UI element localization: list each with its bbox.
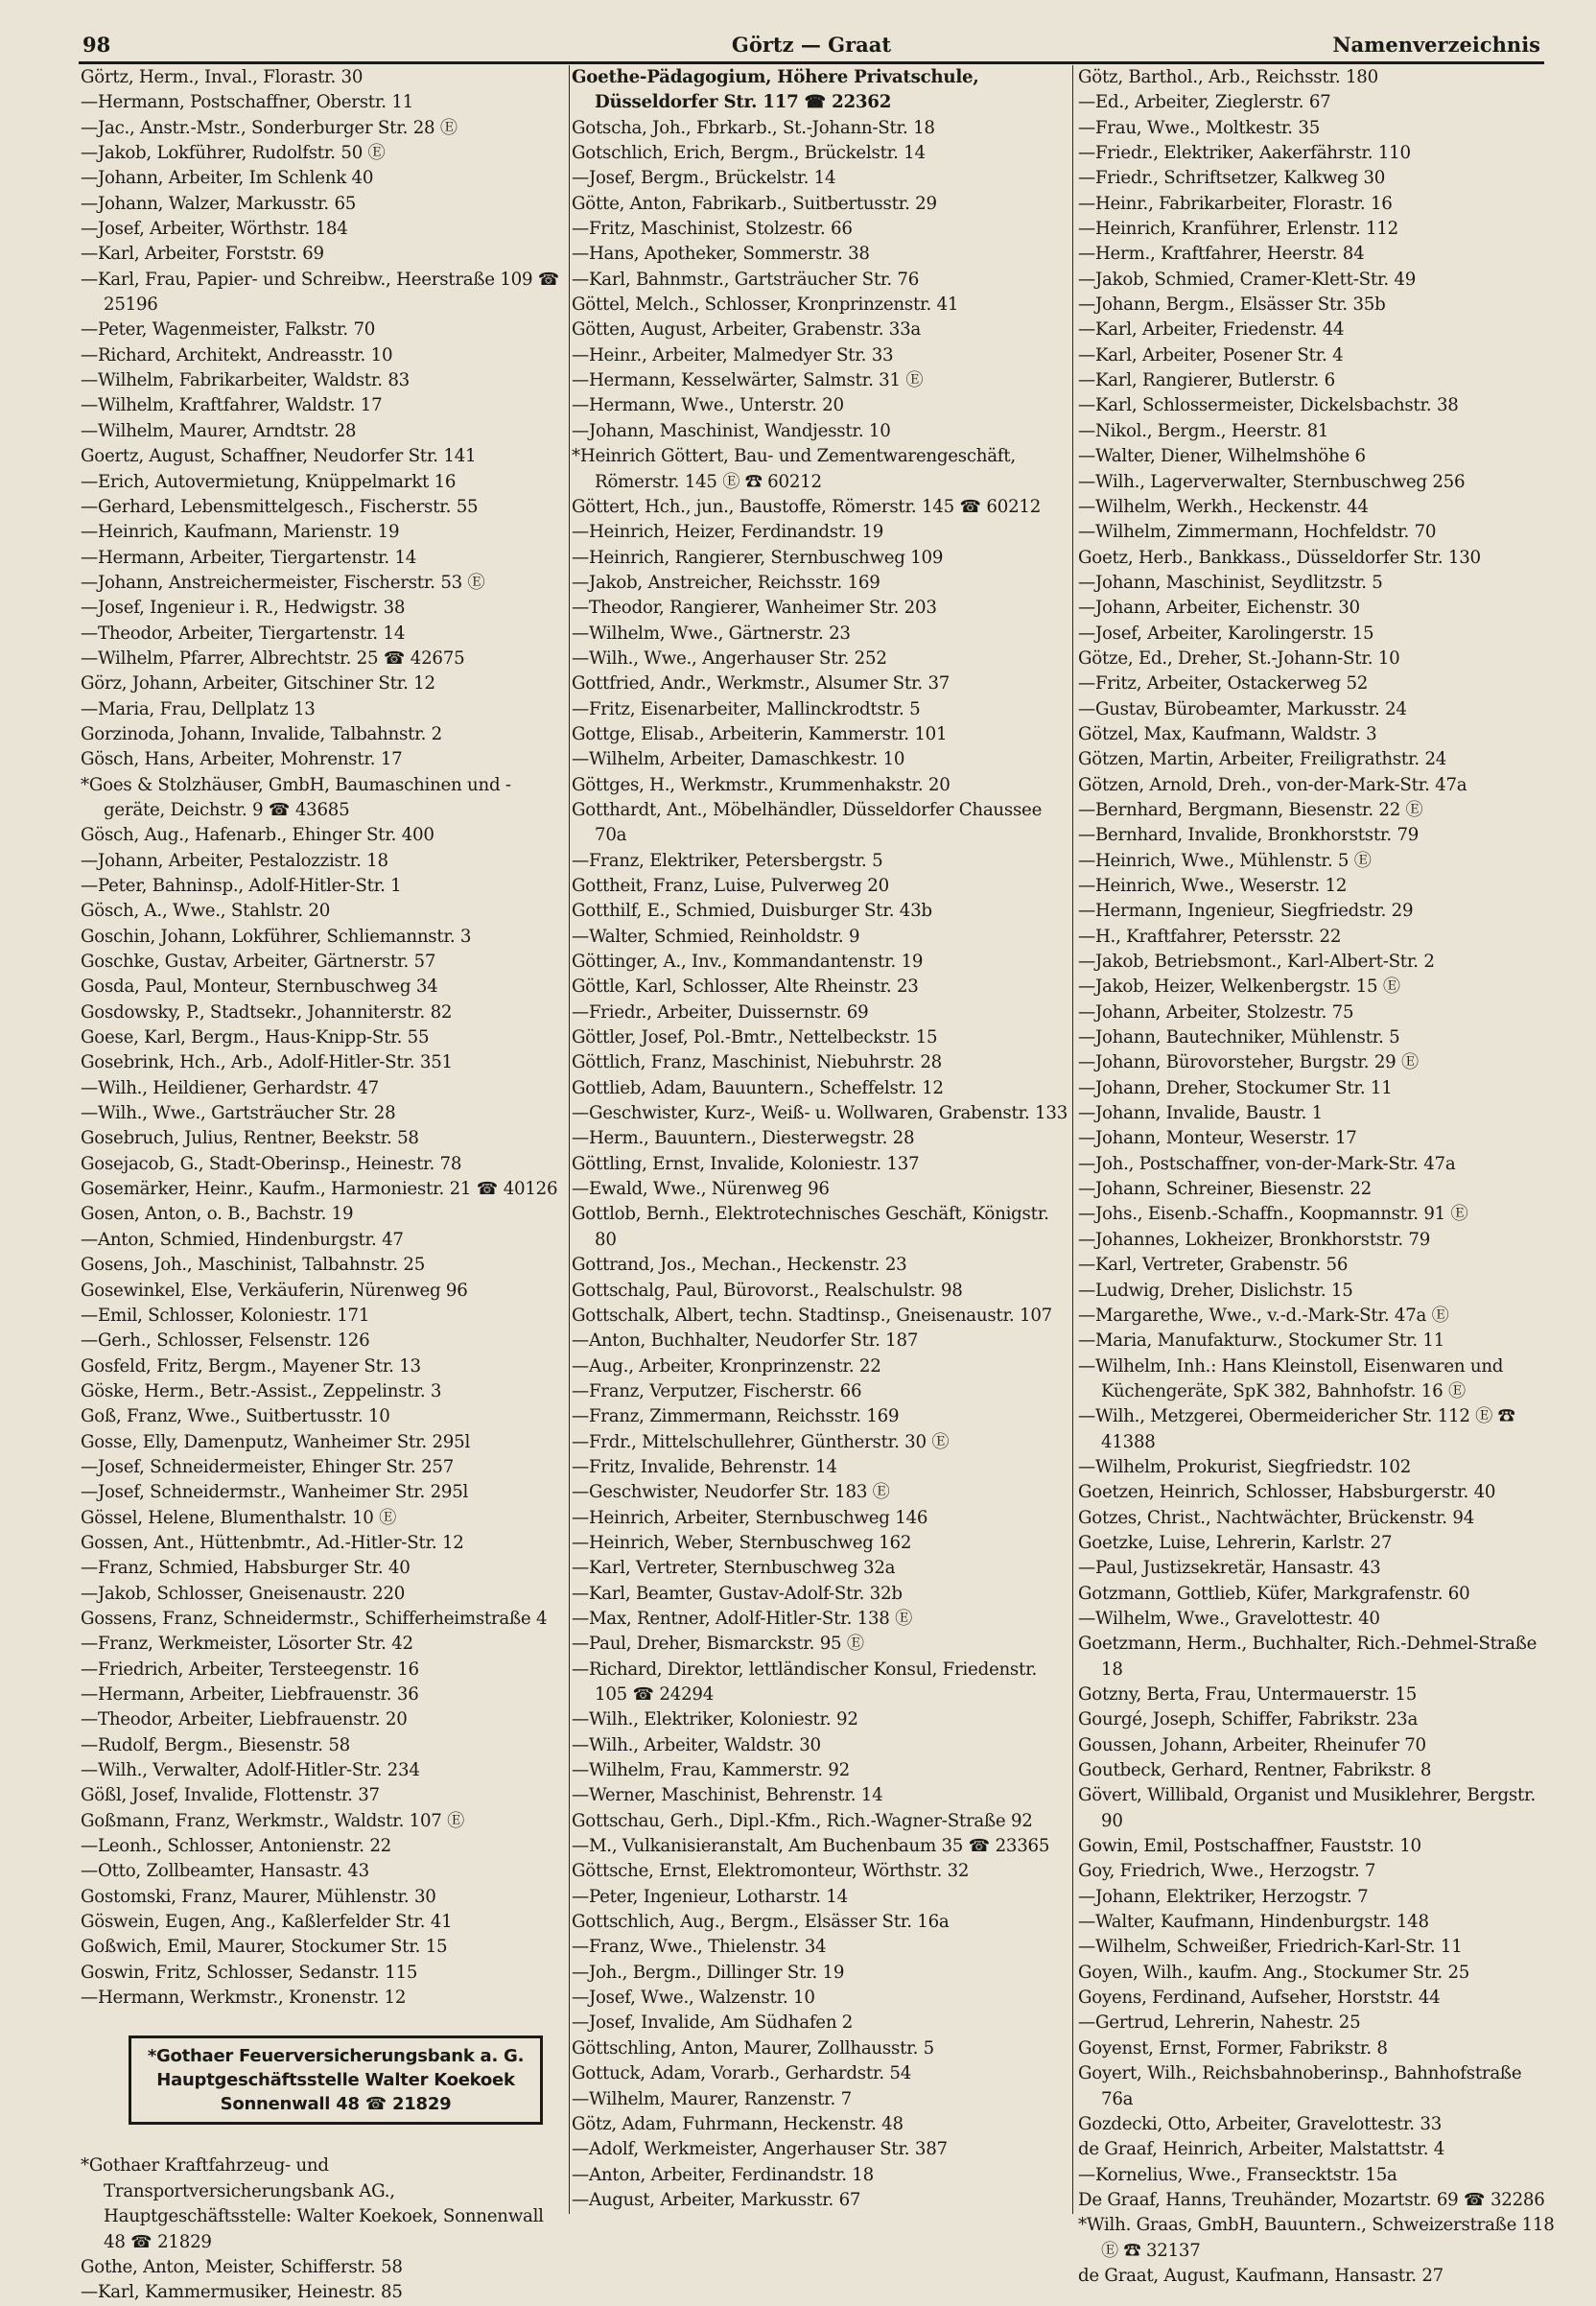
directory-column-2 bbox=[572, 65, 1068, 2213]
directory-entry: —Franz, Verputzer, Fischerstr. 66 bbox=[572, 1380, 862, 1401]
directory-entry: —Ewald, Wwe., Nürenweg 96 bbox=[572, 1179, 830, 1200]
directory-entry: Götzen, Martin, Arbeiter, Freiligrathstr. 24 bbox=[1078, 749, 1447, 770]
directory-entry: —Heinrich, Kranführer, Erlenstr. 112 bbox=[1078, 219, 1398, 240]
directory-entry: Gossen, Ant., Hüttenbmtr., Ad.-Hitler-Str. 12 bbox=[81, 1532, 464, 1553]
directory-entry: Götz, Adam, Fuhrmann, Heckenstr. 48 bbox=[572, 2113, 904, 2134]
directory-entry: —Johann, Bergm., Elsässer Str. 35b bbox=[1078, 294, 1386, 316]
directory-entry: Gowin, Emil, Postschaffner, Fauststr. 10 bbox=[1078, 1836, 1421, 1857]
directory-entry: —Fritz, Eisenarbeiter, Mallinckrodtstr. 5 bbox=[572, 698, 921, 719]
directory-entry: —H., Kraftfahrer, Petersstr. 22 bbox=[1078, 926, 1342, 947]
directory-entry: —Erich, Autovermietung, Knüppelmarkt 16 bbox=[81, 471, 457, 492]
directory-entry: —Walter, Schmied, Reinholdstr. 9 bbox=[572, 926, 860, 947]
directory-entry: Gösch, Aug., Hafenarb., Ehinger Str. 400 bbox=[81, 825, 434, 846]
directory-entry: —Hermann, Postschaffner, Oberstr. 11 bbox=[81, 92, 414, 113]
directory-entry: Gotthardt, Ant., Möbelhändler, Düsseldorfer Chaussee 70a bbox=[572, 799, 1043, 846]
directory-entry: —Karl, Vertreter, Sternbuschweg 32a bbox=[572, 1558, 896, 1579]
directory-entry: —Rudolf, Bergm., Biesenstr. 58 bbox=[81, 1734, 351, 1755]
directory-entry: Gosejacob, G., Stadt-Oberinsp., Heinestr. 78 bbox=[81, 1153, 462, 1174]
directory-entry: —Josef, Schneidermeister, Ehinger Str. 257 bbox=[81, 1456, 455, 1477]
directory-entry: —Johann, Arbeiter, Im Schlenk 40 bbox=[81, 168, 374, 189]
directory-entry: —Karl, Frau, Papier- und Schreibw., Heerstraße 109 ☎ 25196 bbox=[81, 269, 560, 316]
directory-entry: —Heinrich, Wwe., Mühlenstr. 5 Ⓔ bbox=[1078, 850, 1372, 871]
directory-entry: Göske, Herm., Betr.-Assist., Zeppelinstr. 3 bbox=[81, 1380, 442, 1401]
column-divider bbox=[569, 65, 570, 2214]
directory-entry: Goetzmann, Herm., Buchhalter, Rich.-Dehmel-Straße 18 bbox=[1078, 1634, 1537, 1680]
directory-entry: Göttling, Ernst, Invalide, Koloniestr. 137 bbox=[572, 1153, 920, 1174]
directory-entry: —Jakob, Heizer, Welkenbergstr. 15 Ⓔ bbox=[1078, 977, 1400, 998]
directory-entry: Goswin, Fritz, Schlosser, Sedanstr. 115 bbox=[81, 1962, 418, 1983]
directory-entry: —Paul, Justizsekretär, Hansastr. 43 bbox=[1078, 1558, 1381, 1579]
directory-entry: —Wilh., Wwe., Gartsträucher Str. 28 bbox=[81, 1103, 396, 1124]
directory-entry: Gosfeld, Fritz, Bergm., Mayener Str. 13 bbox=[81, 1355, 421, 1377]
directory-entry: —Friedrich, Arbeiter, Tersteegenstr. 16 bbox=[81, 1659, 419, 1680]
directory-entry: —Anton, Arbeiter, Ferdinandstr. 18 bbox=[572, 2164, 874, 2185]
directory-entry: Götten, August, Arbeiter, Grabenstr. 33a bbox=[572, 319, 921, 341]
directory-entry: —Anton, Schmied, Hindenburgstr. 47 bbox=[81, 1229, 404, 1250]
directory-entry: —Otto, Zollbeamter, Hansastr. 43 bbox=[81, 1861, 369, 1882]
directory-entry: Gottschalk, Albert, techn. Stadtinsp., Gneisenaustr. 107 bbox=[572, 1305, 1052, 1326]
directory-entry: —Gerhard, Lebensmittelgesch., Fischerstr. 55 bbox=[81, 496, 479, 517]
advertisement-line: Sonnenwall 48 ☎ 21829 bbox=[220, 2094, 452, 2115]
directory-entry: —Johann, Maschinist, Wandjesstr. 10 bbox=[572, 420, 891, 441]
directory-entry: Goertz, August, Schaffner, Neudorfer Str. 141 bbox=[81, 446, 477, 467]
directory-entry: —Friedr., Elektriker, Aakerfährstr. 110 bbox=[1078, 143, 1411, 164]
directory-entry: —Jakob, Anstreicher, Reichsstr. 169 bbox=[572, 572, 880, 593]
directory-entry: Görtz, Herm., Inval., Florastr. 30 bbox=[81, 67, 364, 87]
directory-entry: —Hermann, Arbeiter, Liebfrauenstr. 36 bbox=[81, 1684, 419, 1705]
directory-entry: Goetzen, Heinrich, Schlosser, Habsburgerstr. 40 bbox=[1078, 1482, 1496, 1503]
directory-entry: Gosebruch, Julius, Rentner, Beekstr. 58 bbox=[81, 1128, 419, 1149]
directory-entry: —Friedr., Arbeiter, Duissernstr. 69 bbox=[572, 1001, 869, 1023]
directory-entry: Gorzinoda, Johann, Invalide, Talbahnstr. 2 bbox=[81, 723, 442, 744]
directory-entry: Görz, Johann, Arbeiter, Gitschiner Str. 12 bbox=[81, 673, 435, 694]
directory-entry: —Hermann, Wwe., Unterstr. 20 bbox=[572, 395, 844, 416]
directory-entry: Gosemärker, Heinr., Kaufm., Harmoniestr. 21 ☎ 40126 bbox=[81, 1179, 558, 1200]
directory-entry: *Gothaer Kraftfahrzeug- und Transportversicherungsbank AG., Hauptgeschäftsstelle: Walter Koekoek, Sonnenwall 48 ☎ 21829 bbox=[81, 2155, 544, 2252]
directory-entry: —Richard, Direktor, lettländischer Konsul, Friedenstr. 105 ☎ 24294 bbox=[572, 1659, 1038, 1705]
directory-entry: Goyert, Wilh., Reichsbahnoberinsp., Bahnhofstraße 76a bbox=[1078, 2063, 1522, 2109]
directory-entry: —Johann, Anstreichermeister, Fischerstr. 53 Ⓔ bbox=[81, 572, 485, 593]
directory-entry: —Joh., Bergm., Dillinger Str. 19 bbox=[572, 1962, 845, 1983]
directory-entry: —Jakob, Betriebsmont., Karl-Albert-Str. 2 bbox=[1078, 952, 1435, 973]
directory-entry: Goschke, Gustav, Arbeiter, Gärtnerstr. 57 bbox=[81, 952, 436, 973]
directory-entry: —Hermann, Ingenieur, Siegfriedstr. 29 bbox=[1078, 901, 1414, 922]
directory-entry: —Josef, Arbeiter, Karolingerstr. 15 bbox=[1078, 623, 1374, 644]
directory-entry: Gövert, Willibald, Organist und Musiklehrer, Bergstr. 90 bbox=[1078, 1785, 1536, 1831]
directory-entry: Gößl, Josef, Invalide, Flottenstr. 37 bbox=[81, 1785, 380, 1806]
directory-entry: —Johann, Walzer, Markusstr. 65 bbox=[81, 193, 357, 214]
directory-column-1 bbox=[81, 65, 566, 2306]
directory-entry: —Johann, Bautechniker, Mühlenstr. 5 bbox=[1078, 1027, 1400, 1048]
directory-entry: Gothe, Anton, Meister, Schifferstr. 58 bbox=[81, 2256, 403, 2277]
directory-entry: —Heinr., Arbeiter, Malmedyer Str. 33 bbox=[572, 344, 894, 365]
directory-entry: —Wilh., Metzgerei, Obermeidericher Str. 112 Ⓔ ☎ 41388 bbox=[1078, 1406, 1515, 1452]
directory-entry: —Fritz, Arbeiter, Ostackerweg 52 bbox=[1078, 673, 1369, 694]
directory-entry: Gösch, Hans, Arbeiter, Mohrenstr. 17 bbox=[81, 749, 403, 770]
directory-entry: Goyens, Ferdinand, Aufseher, Horststr. 44 bbox=[1078, 1988, 1441, 2009]
directory-entry: —Wilh., Wwe., Angerhauser Str. 252 bbox=[572, 647, 887, 669]
directory-entry: Gotscha, Joh., Fbrkarb., St.-Johann-Str. 18 bbox=[572, 117, 935, 138]
directory-entry: —Wilh., Elektriker, Koloniestr. 92 bbox=[572, 1709, 858, 1730]
directory-entry: Gossens, Franz, Schneidermstr., Schifferheimstraße 4 bbox=[81, 1608, 548, 1629]
directory-entry: —Wilhelm, Wwe., Gravelottestr. 40 bbox=[1078, 1608, 1380, 1629]
directory-entry: Gotzes, Christ., Nachtwächter, Brückenstr. 94 bbox=[1078, 1507, 1475, 1528]
directory-entry: Göttschling, Anton, Maurer, Zollhausstr. 5 bbox=[572, 2037, 934, 2059]
directory-entry: Gotschlich, Erich, Bergm., Brückelstr. 14 bbox=[572, 143, 926, 164]
directory-entry: Goese, Karl, Bergm., Haus-Knipp-Str. 55 bbox=[81, 1027, 430, 1048]
directory-entry: Goethe-Pädagogium, Höhere Privatschule, Düsseldorfer Str. 117 ☎ 22362 bbox=[572, 67, 979, 113]
directory-entry: —Wilhelm, Maurer, Arndtstr. 28 bbox=[81, 420, 357, 441]
directory-entry: Göttle, Karl, Schlosser, Alte Rheinstr. 23 bbox=[572, 977, 919, 998]
directory-entry: Goß, Franz, Wwe., Suitbertusstr. 10 bbox=[81, 1406, 390, 1427]
directory-entry: Gössel, Helene, Blumenthalstr. 10 Ⓔ bbox=[81, 1507, 397, 1528]
directory-entry: —Fritz, Invalide, Behrenstr. 14 bbox=[572, 1456, 837, 1477]
directory-entry: —Maria, Manufakturw., Stockumer Str. 11 bbox=[1078, 1330, 1445, 1352]
directory-entry: —Karl, Bahnmstr., Gartsträucher Str. 76 bbox=[572, 269, 920, 290]
directory-entry: Gotthilf, E., Schmied, Duisburger Str. 43b bbox=[572, 901, 932, 922]
directory-entry: —Franz, Werkmeister, Lösorter Str. 42 bbox=[81, 1634, 413, 1655]
directory-entry: —Heinrich, Rangierer, Sternbuschweg 109 bbox=[572, 547, 944, 568]
advertisement-box bbox=[129, 2035, 543, 2125]
directory-entry: —Wilhelm, Kraftfahrer, Waldstr. 17 bbox=[81, 395, 383, 416]
directory-entry: —Franz, Schmied, Habsburger Str. 40 bbox=[81, 1558, 411, 1579]
directory-entry: Göswein, Eugen, Ang., Kaßlerfelder Str. 41 bbox=[81, 1912, 453, 1933]
page-range: Görtz — Graat bbox=[731, 33, 892, 57]
directory-entry: —Josef, Bergm., Brückelstr. 14 bbox=[572, 168, 836, 189]
directory-entry: Gotzmann, Gottlieb, Küfer, Markgrafenstr. 60 bbox=[1078, 1583, 1470, 1604]
directory-entry: Gosdowsky, P., Stadtsekr., Johanniterstr. 82 bbox=[81, 1001, 453, 1023]
directory-entry: —Max, Rentner, Adolf-Hitler-Str. 138 Ⓔ bbox=[572, 1608, 913, 1629]
directory-entry: Gosse, Elly, Damenputz, Wanheimer Str. 295l bbox=[81, 1431, 471, 1452]
directory-entry: —Gustav, Bürobeamter, Markusstr. 24 bbox=[1078, 698, 1407, 719]
directory-entry: —Theodor, Rangierer, Wanheimer Str. 203 bbox=[572, 598, 937, 619]
directory-entry: —M., Vulkanisieranstalt, Am Buchenbaum 35 ☎ 23365 bbox=[572, 1836, 1050, 1857]
directory-entry: —Johann, Schreiner, Biesenstr. 22 bbox=[1078, 1179, 1372, 1200]
directory-entry: —Werner, Maschinist, Behrenstr. 14 bbox=[572, 1785, 883, 1806]
directory-entry: Gosens, Joh., Maschinist, Talbahnstr. 25 bbox=[81, 1255, 426, 1276]
directory-entry: —Wilh., Heildiener, Gerhardstr. 47 bbox=[81, 1077, 379, 1098]
directory-entry: —Heinrich, Weber, Sternbuschweg 162 bbox=[572, 1532, 912, 1553]
directory-entry: De Graaf, Hanns, Treuhänder, Mozartstr. 69 ☎ 32286 bbox=[1078, 2189, 1545, 2210]
directory-entry: —Herm., Bauuntern., Diesterwegstr. 28 bbox=[572, 1128, 915, 1149]
directory-entry: —Johann, Arbeiter, Stolzestr. 75 bbox=[1078, 1001, 1354, 1023]
directory-entry: —Josef, Ingenieur i. R., Hedwigstr. 38 bbox=[81, 598, 406, 619]
directory-entry: —Ludwig, Dreher, Dislichstr. 15 bbox=[1078, 1280, 1353, 1301]
directory-entry: —Karl, Arbeiter, Posener Str. 4 bbox=[1078, 344, 1344, 365]
directory-entry: —Peter, Ingenieur, Lotharstr. 14 bbox=[572, 1886, 848, 1907]
directory-entry: —Frdr., Mittelschullehrer, Güntherstr. 30 Ⓔ bbox=[572, 1431, 950, 1452]
directory-entry: —Wilhelm, Werkh., Heckenstr. 44 bbox=[1078, 496, 1369, 517]
directory-entry: —Karl, Kammermusiker, Heinestr. 85 bbox=[81, 2282, 403, 2303]
directory-entry: Gottrand, Jos., Mechan., Heckenstr. 23 bbox=[572, 1255, 907, 1276]
directory-entry: Gottlob, Bernh., Elektrotechnisches Geschäft, Königstr. 80 bbox=[572, 1204, 1049, 1250]
directory-entry: Goetz, Herb., Bankkass., Düsseldorfer Str. 130 bbox=[1078, 547, 1481, 568]
directory-entry: —Heinrich, Heizer, Ferdinandstr. 19 bbox=[572, 522, 884, 543]
directory-entry: —Aug., Arbeiter, Kronprinzenstr. 22 bbox=[572, 1355, 881, 1377]
directory-entry: —Theodor, Arbeiter, Liebfrauenstr. 20 bbox=[81, 1709, 408, 1730]
directory-entry: —Wilhelm, Inh.: Hans Kleinstoll, Eisenwaren und Küchengeräte, SpK 382, Bahnhofstr. 16 Ⓔ bbox=[1078, 1355, 1504, 1401]
directory-entry: —Hermann, Kesselwärter, Salmstr. 31 Ⓔ bbox=[572, 370, 924, 391]
directory-entry: —Johann, Bürovorsteher, Burgstr. 29 Ⓔ bbox=[1078, 1052, 1419, 1073]
directory-entry: —Herm., Kraftfahrer, Heerstr. 84 bbox=[1078, 244, 1365, 265]
directory-entry: —Josef, Invalide, Am Südhafen 2 bbox=[572, 2012, 854, 2034]
directory-entry: Goutbeck, Gerhard, Rentner, Fabrikstr. 8 bbox=[1078, 1760, 1432, 1781]
directory-entry: Gosen, Anton, o. B., Bachstr. 19 bbox=[81, 1204, 354, 1225]
section-title: Namenverzeichnis bbox=[1332, 33, 1540, 57]
directory-entry: —Leonh., Schlosser, Antonienstr. 22 bbox=[81, 1836, 391, 1857]
directory-entry: —Johannes, Lokheizer, Bronkhorststr. 79 bbox=[1078, 1229, 1431, 1250]
directory-entry: —Karl, Rangierer, Butlerstr. 6 bbox=[1078, 370, 1335, 391]
directory-entry: Göttel, Melch., Schlosser, Kronprinzenstr. 41 bbox=[572, 294, 959, 316]
directory-entry: Gottschau, Gerh., Dipl.-Kfm., Rich.-Wagner-Straße 92 bbox=[572, 1810, 1033, 1831]
directory-entry: Götzen, Arnold, Dreh., von-der-Mark-Str. 47a bbox=[1078, 774, 1467, 795]
directory-entry: —Friedr., Schriftsetzer, Kalkweg 30 bbox=[1078, 168, 1386, 189]
directory-entry: Gottfried, Andr., Werkmstr., Alsumer Str. 37 bbox=[572, 673, 951, 694]
directory-entry: de Graaf, Heinrich, Arbeiter, Malstattstr. 4 bbox=[1078, 2139, 1445, 2160]
directory-entry: —Peter, Wagenmeister, Falkstr. 70 bbox=[81, 319, 376, 341]
directory-entry: —Bernhard, Bergmann, Biesenstr. 22 Ⓔ bbox=[1078, 799, 1423, 820]
directory-entry: Gourgé, Joseph, Schiffer, Fabrikstr. 23a bbox=[1078, 1709, 1419, 1730]
directory-entry: —Franz, Zimmermann, Reichsstr. 169 bbox=[572, 1406, 900, 1427]
directory-entry: Gotzny, Berta, Frau, Untermauerstr. 15 bbox=[1078, 1684, 1418, 1705]
directory-entry: Goetzke, Luise, Lehrerin, Karlstr. 27 bbox=[1078, 1532, 1393, 1553]
directory-entry: —Peter, Bahninsp., Adolf-Hitler-Str. 1 bbox=[81, 876, 402, 896]
directory-entry: —Anton, Buchhalter, Neudorfer Str. 187 bbox=[572, 1330, 919, 1352]
directory-entry: —Bernhard, Invalide, Bronkhorststr. 79 bbox=[1078, 825, 1420, 846]
directory-entry: —Theodor, Arbeiter, Tiergartenstr. 14 bbox=[81, 623, 406, 644]
directory-entry: Göttert, Hch., jun., Baustoffe, Römerstr. 145 ☎ 60212 bbox=[572, 496, 1042, 517]
directory-entry: Gottge, Elisab., Arbeiterin, Kammerstr. 101 bbox=[572, 723, 948, 744]
directory-entry: —Heinr., Fabrikarbeiter, Florastr. 16 bbox=[1078, 193, 1393, 214]
directory-entry: Goschin, Johann, Lokführer, Schliemannstr. 3 bbox=[81, 926, 472, 947]
directory-entry: —Josef, Arbeiter, Wörthstr. 184 bbox=[81, 219, 348, 240]
directory-entry: —Karl, Arbeiter, Friedenstr. 44 bbox=[1078, 319, 1345, 341]
directory-entry: —August, Arbeiter, Markusstr. 67 bbox=[572, 2189, 861, 2210]
directory-entry: Goussen, Johann, Arbeiter, Rheinufer 70 bbox=[1078, 1734, 1426, 1755]
advertisement-line: Hauptgeschäftsstelle Walter Koekoek bbox=[156, 2070, 515, 2091]
directory-entry: Göttges, H., Werkmstr., Krummenhakstr. 20 bbox=[572, 774, 951, 795]
directory-entry: —Walter, Diener, Wilhelmshöhe 6 bbox=[1078, 446, 1366, 467]
directory-entry: —Karl, Vertreter, Grabenstr. 56 bbox=[1078, 1255, 1349, 1276]
directory-entry: Göttsche, Ernst, Elektromonteur, Wörthstr. 32 bbox=[572, 1861, 970, 1882]
directory-entry: Gottschlich, Aug., Bergm., Elsässer Str. 16a bbox=[572, 1912, 950, 1933]
directory-entry: Gosebrink, Hch., Arb., Adolf-Hitler-Str. 351 bbox=[81, 1052, 453, 1073]
directory-entry: —Johann, Dreher, Stockumer Str. 11 bbox=[1078, 1077, 1393, 1098]
directory-entry: —Heinrich, Kaufmann, Marienstr. 19 bbox=[81, 522, 400, 543]
directory-entry: Gosewinkel, Else, Verkäuferin, Nürenweg 96 bbox=[81, 1280, 468, 1301]
directory-entry: —Paul, Dreher, Bismarckstr. 95 Ⓔ bbox=[572, 1634, 864, 1655]
directory-entry: —Johann, Maschinist, Seydlitzstr. 5 bbox=[1078, 572, 1383, 593]
directory-entry: —Heinrich, Wwe., Weserstr. 12 bbox=[1078, 876, 1348, 896]
directory-entry: Gösch, A., Wwe., Stahlstr. 20 bbox=[81, 901, 331, 922]
directory-entry: —Gertrud, Lehrerin, Nahestr. 25 bbox=[1078, 2012, 1361, 2034]
directory-entry: —Karl, Beamter, Gustav-Adolf-Str. 32b bbox=[572, 1583, 903, 1604]
directory-entry: Goyen, Wilh., kaufm. Ang., Stockumer Str. 25 bbox=[1078, 1962, 1470, 1983]
page-header bbox=[79, 29, 1544, 64]
directory-entry: Gosda, Paul, Monteur, Sternbuschweg 34 bbox=[81, 977, 438, 998]
directory-entry: —Wilhelm, Arbeiter, Damaschkestr. 10 bbox=[572, 749, 905, 770]
directory-entry: —Geschwister, Kurz-, Weiß- u. Wollwaren, Grabenstr. 133 bbox=[572, 1103, 1068, 1124]
directory-entry: Gottschalg, Paul, Bürovorst., Realschulstr. 98 bbox=[572, 1280, 963, 1301]
directory-entry: —Hermann, Arbeiter, Tiergartenstr. 14 bbox=[81, 547, 417, 568]
directory-entry: —Geschwister, Neudorfer Str. 183 Ⓔ bbox=[572, 1482, 890, 1503]
directory-entry: Gottlieb, Adam, Bauuntern., Scheffelstr. 12 bbox=[572, 1077, 944, 1098]
directory-entry: —Frau, Wwe., Moltkestr. 35 bbox=[1078, 117, 1321, 138]
directory-entry: —Wilh., Verwalter, Adolf-Hitler-Str. 234 bbox=[81, 1760, 420, 1781]
directory-entry: —Nikol., Bergm., Heerstr. 81 bbox=[1078, 420, 1329, 441]
directory-entry: Gottuck, Adam, Vorarb., Gerhardstr. 54 bbox=[572, 2063, 912, 2084]
directory-entry: —Wilhelm, Fabrikarbeiter, Waldstr. 83 bbox=[81, 370, 410, 391]
directory-entry: —Adolf, Werkmeister, Angerhauser Str. 387 bbox=[572, 2139, 948, 2160]
directory-entry: Götzel, Max, Kaufmann, Waldstr. 3 bbox=[1078, 723, 1377, 744]
directory-entry: —Jakob, Lokführer, Rudolfstr. 50 Ⓔ bbox=[81, 143, 386, 164]
directory-column-3 bbox=[1078, 65, 1558, 2289]
directory-entry: *Goes & Stolzhäuser, GmbH, Baumaschinen und -geräte, Deichstr. 9 ☎ 43685 bbox=[81, 774, 511, 820]
directory-entry: Götz, Barthol., Arb., Reichsstr. 180 bbox=[1078, 67, 1378, 87]
directory-entry: —Heinrich, Arbeiter, Sternbuschweg 146 bbox=[572, 1507, 928, 1528]
directory-entry: —Johs., Eisenb.-Schaffn., Koopmannstr. 91 Ⓔ bbox=[1078, 1204, 1468, 1225]
directory-entry: —Wilhelm, Schweißer, Friedrich-Karl-Str. 11 bbox=[1078, 1937, 1463, 1958]
column-divider bbox=[1072, 65, 1073, 2214]
directory-entry: —Wilhelm, Pfarrer, Albrechtstr. 25 ☎ 42675 bbox=[81, 647, 465, 669]
directory-entry: Gozdecki, Otto, Arbeiter, Gravelottestr. 33 bbox=[1078, 2113, 1443, 2134]
directory-entry: —Walter, Kaufmann, Hindenburgstr. 148 bbox=[1078, 1912, 1429, 1933]
directory-entry: Göttlich, Franz, Maschinist, Niebuhrstr. 28 bbox=[572, 1052, 943, 1073]
directory-entry: Gostomski, Franz, Maurer, Mühlenstr. 30 bbox=[81, 1886, 436, 1907]
directory-entry: —Joh., Postschaffner, von-der-Mark-Str. 47a bbox=[1078, 1153, 1456, 1174]
directory-entry: Göttinger, A., Inv., Kommandantenstr. 19 bbox=[572, 952, 924, 973]
directory-entry: Götte, Anton, Fabrikarb., Suitbertusstr. 29 bbox=[572, 193, 937, 214]
directory-entry: —Emil, Schlosser, Koloniestr. 171 bbox=[81, 1305, 370, 1326]
directory-entry: Goßmann, Franz, Werkmstr., Waldstr. 107 Ⓔ bbox=[81, 1810, 465, 1831]
directory-entry: —Johann, Monteur, Weserstr. 17 bbox=[1078, 1128, 1357, 1149]
directory-entry: —Hans, Apotheker, Sommerstr. 38 bbox=[572, 244, 870, 265]
directory-entry: —Gerh., Schlosser, Felsenstr. 126 bbox=[81, 1330, 370, 1352]
page-number: 98 bbox=[82, 33, 111, 57]
directory-entry: —Johann, Arbeiter, Eichenstr. 30 bbox=[1078, 598, 1360, 619]
directory-entry: Gottheit, Franz, Luise, Pulverweg 20 bbox=[572, 876, 889, 896]
directory-entry: de Graat, August, Kaufmann, Hansastr. 27 bbox=[1078, 2265, 1443, 2286]
directory-entry: Goyenst, Ernst, Former, Fabrikstr. 8 bbox=[1078, 2037, 1388, 2059]
directory-entry: —Karl, Schlossermeister, Dickelsbachstr. 38 bbox=[1078, 395, 1459, 416]
directory-entry: —Johann, Arbeiter, Pestalozzistr. 18 bbox=[81, 850, 388, 871]
directory-entry: —Kornelius, Wwe., Fransecktstr. 15a bbox=[1078, 2164, 1397, 2185]
directory-entry: —Fritz, Maschinist, Stolzestr. 66 bbox=[572, 219, 853, 240]
directory-entry: *Wilh. Graas, GmbH, Bauuntern., Schweizerstraße 118 Ⓔ ☎ 32137 bbox=[1078, 2215, 1555, 2261]
directory-entry: —Wilhelm, Wwe., Gärtnerstr. 23 bbox=[572, 623, 851, 644]
directory-entry: —Hermann, Werkmstr., Kronenstr. 12 bbox=[81, 1988, 407, 2009]
directory-entry: —Jakob, Schmied, Cramer-Klett-Str. 49 bbox=[1078, 269, 1417, 290]
directory-entry: Goßwich, Emil, Maurer, Stockumer Str. 15 bbox=[81, 1937, 448, 1958]
directory-entry: —Franz, Wwe., Thielenstr. 34 bbox=[572, 1937, 827, 1958]
directory-entry: —Wilhelm, Zimmermann, Hochfeldstr. 70 bbox=[1078, 522, 1437, 543]
directory-entry: —Johann, Invalide, Baustr. 1 bbox=[1078, 1103, 1323, 1124]
directory-entry: —Jac., Anstr.-Mstr., Sonderburger Str. 28 Ⓔ bbox=[81, 117, 458, 138]
directory-entry: —Josef, Schneidermstr., Wanheimer Str. 295l bbox=[81, 1482, 469, 1503]
directory-entry: —Wilhelm, Frau, Kammerstr. 92 bbox=[572, 1760, 850, 1781]
directory-entry: Götze, Ed., Dreher, St.-Johann-Str. 10 bbox=[1078, 647, 1400, 669]
directory-entry: —Jakob, Schlosser, Gneisenaustr. 220 bbox=[81, 1583, 406, 1604]
directory-entry: —Franz, Elektriker, Petersbergstr. 5 bbox=[572, 850, 883, 871]
directory-entry: —Wilhelm, Prokurist, Siegfriedstr. 102 bbox=[1078, 1456, 1412, 1477]
directory-entry: —Margarethe, Wwe., v.-d.-Mark-Str. 47a Ⓔ bbox=[1078, 1305, 1449, 1326]
directory-entry: Göttler, Josef, Pol.-Bmtr., Nettelbeckstr. 15 bbox=[572, 1027, 938, 1048]
directory-entry: —Johann, Elektriker, Herzogstr. 7 bbox=[1078, 1886, 1369, 1907]
directory-entry: *Heinrich Göttert, Bau- und Zementwarengeschäft, Römerstr. 145 Ⓔ ☎ 60212 bbox=[572, 446, 1016, 492]
directory-entry: Goy, Friedrich, Wwe., Herzogstr. 7 bbox=[1078, 1861, 1376, 1882]
advertisement-line: *Gothaer Feuerversicherungsbank a. G. bbox=[147, 2046, 525, 2067]
directory-entry: —Maria, Frau, Dellplatz 13 bbox=[81, 698, 316, 719]
directory-entry: —Wilh., Lagerverwalter, Sternbuschweg 256 bbox=[1078, 471, 1466, 492]
directory-entry: —Ed., Arbeiter, Zieglerstr. 67 bbox=[1078, 92, 1331, 113]
directory-entry: —Richard, Architekt, Andreasstr. 10 bbox=[81, 344, 393, 365]
directory-entry: —Wilhelm, Maurer, Ranzenstr. 7 bbox=[572, 2088, 852, 2109]
directory-entry: —Josef, Wwe., Walzenstr. 10 bbox=[572, 1988, 815, 2009]
directory-entry: —Wilh., Arbeiter, Waldstr. 30 bbox=[572, 1734, 821, 1755]
directory-entry: —Karl, Arbeiter, Forststr. 69 bbox=[81, 244, 324, 265]
